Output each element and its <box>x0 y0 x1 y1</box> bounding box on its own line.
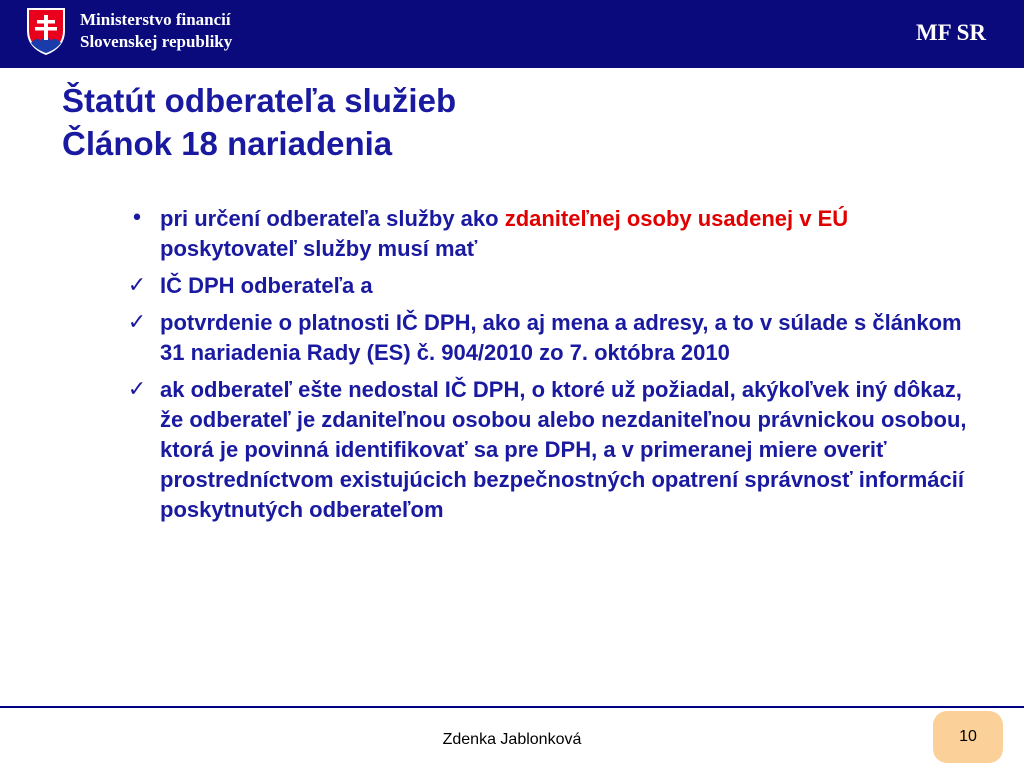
bullet-dot-icon: • <box>130 206 144 231</box>
page-number-badge: 10 <box>933 711 1003 763</box>
bullet-text-part: pri určení odberateľa služby ako <box>160 206 505 231</box>
ministry-name <box>80 9 232 53</box>
slide-content-list <box>125 204 975 532</box>
checkmark-icon: ✓ <box>127 273 147 298</box>
checklist-item-text: IČ DPH odberateľa a <box>160 273 373 298</box>
highlighted-text: zdaniteľnej osoby usadenej v EÚ <box>504 206 849 231</box>
bullet-item <box>125 204 975 264</box>
slovak-coat-of-arms-icon <box>26 7 66 55</box>
checkmark-icon: ✓ <box>127 310 147 335</box>
checklist-item <box>125 308 975 368</box>
checklist-item-text: potvrdenie o platnosti IČ DPH, ako aj mena a adresy, a to v súlade s článkom 31 nariadenia Rady (ES) č. 904/2010 zo 7. októbra 2010 <box>160 310 962 365</box>
bullet-text-part: poskytovateľ služby musí mať <box>160 236 478 261</box>
footer-author: Zdenka Jablonková <box>442 731 582 748</box>
footer-divider <box>0 706 1024 708</box>
slide-title-line1: Štatút odberateľa služieb <box>62 82 457 119</box>
checklist-item-text: ak odberateľ ešte nedostal IČ DPH, o ktoré už požiadal, akýkoľvek iný dôkaz, že odberateľ je zdaniteľnou osobou alebo nezdaniteľnou právnickou osobou, ktorá je povinná identifikovať sa pre DPH, a v primeranej miere overiť prostredníctvom existujúcich bezpečnostných opatrení správnosť informácií poskytnutých odberateľom <box>160 377 967 522</box>
ministry-name-line1: Ministerstvo financií <box>80 10 231 29</box>
slide-title <box>62 79 456 165</box>
checklist-item <box>125 271 975 301</box>
mf-sr-badge: MF SR <box>915 20 986 45</box>
checklist-item <box>125 375 975 525</box>
slide-title-line2: Článok 18 nariadenia <box>62 125 393 162</box>
ministry-name-line2: Slovenskej republiky <box>80 32 233 51</box>
checkmark-icon: ✓ <box>127 377 147 402</box>
header-bar <box>0 0 1024 68</box>
